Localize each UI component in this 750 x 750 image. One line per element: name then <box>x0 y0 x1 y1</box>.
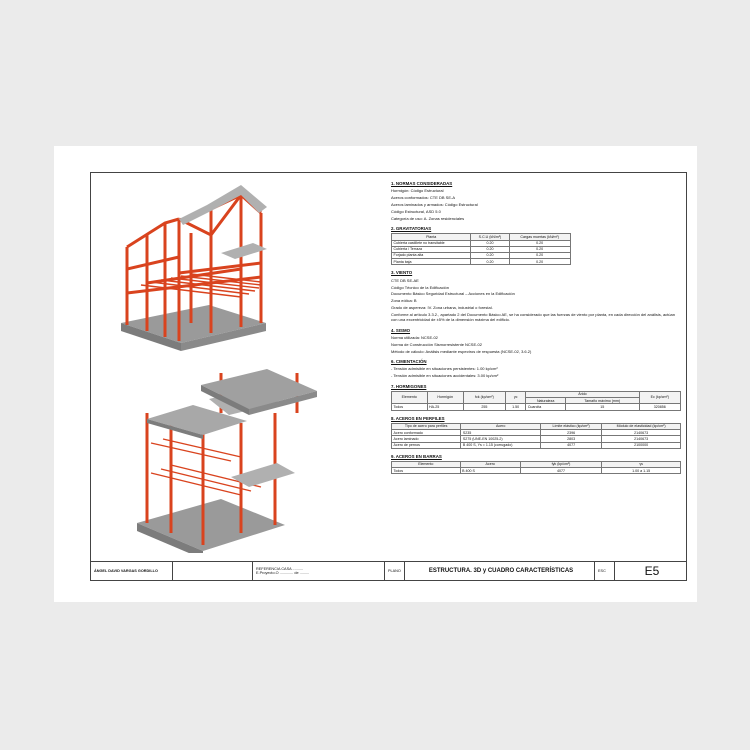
table-row: Acero laminado S275 (UNE-EN 10025-2) 2803 2140673 <box>392 436 681 442</box>
text-line: Aceros conformados: CTE DB SE-A <box>391 195 456 201</box>
column-group-header: Árido <box>526 391 639 397</box>
table-row: Cubierta castillete no transitable 0.20 0.20 <box>392 240 571 246</box>
steel-bars-table: Elemento Acero fyk (kp/cm²) γs Todos B 400 S 4077 1.00 a 1.15 <box>391 461 681 474</box>
section-title: 8. ACEROS EN PERFILES <box>391 415 445 421</box>
section-title: 3. VIENTO <box>391 270 413 276</box>
section-gravitatorias <box>391 226 681 265</box>
table-row: Todos HA-25 255 1.50 Cuarcita 15 320856 <box>392 404 681 410</box>
table-row: Acero conformado S235 2396 2140673 <box>392 430 681 436</box>
drawing-code: E5 <box>644 564 660 578</box>
reference-text: REFERENCIA CASA .......... <box>256 567 304 571</box>
section-aceros-perfiles <box>391 416 681 449</box>
section-sismo <box>391 328 681 354</box>
loads-table <box>391 233 571 265</box>
text-line: Conforme al artículo 3.3.2., apartado 2 del Documento Básico AE, se ha considerado que las fuerzas de viento por planta, en cada dirección del análisis, actúan con una excentricidad de ±5% de la dimensión máxima del edificio. <box>391 311 675 323</box>
column-header: Planta <box>392 234 471 240</box>
table-row: Todos B 400 S 4077 1.00 a 1.15 <box>392 468 681 474</box>
text-line: Documento Básico Seguridad Estructural – Acciones en la Edificación <box>391 291 515 297</box>
section-title: 6. CIMENTACIÓN <box>391 358 427 364</box>
text-line: Método de cálculo: Análisis mediante espectros de respuesta (NCSE-02, 3.6.2) <box>391 348 532 354</box>
characteristics-text <box>391 181 681 479</box>
reference-box <box>253 562 385 580</box>
section-title: 2. GRAVITATORIAS <box>391 226 432 231</box>
scale-label: ESC <box>595 562 615 580</box>
structure-3d-views <box>91 173 371 553</box>
text-line: Grado de aspereza: IV. Zona urbana, industrial o forestal. <box>391 304 493 310</box>
table-row: Acero de pernos B 400 S, Ys = 1.15 (corrugado) 4077 2100000 <box>392 442 681 448</box>
text-line: Norma utilizada: NCSE-02 <box>391 334 438 340</box>
text-line: Aceros laminados y armados: Código Estructural <box>391 202 478 207</box>
concrete-table: Elemento Hormigón fck (kp/cm²) γc Árido Ec (kp/cm²) Naturaleza Tamaño máximo (mm) Todos HA-25 255 1.50 Cuarcita 15 320856 <box>391 391 681 411</box>
table-row: Planta baja 0.20 0.20 <box>392 259 571 265</box>
text-line: - Tensión admisible en situaciones accidentales: 3.00 kp/cm² <box>391 373 499 379</box>
text-line: - Tensión admisible en situaciones persistentes: 1.00 kp/cm² <box>391 366 498 372</box>
section-hormigones <box>391 384 681 411</box>
section-title: 9. ACEROS EN BARRAS <box>391 453 442 459</box>
text-line: Código Estructural, ASD 5.0 <box>391 208 441 214</box>
text-line: Zona eólica: B <box>391 298 417 304</box>
plano-label: PLANO <box>385 562 405 580</box>
table-row: Forjado planta alta 0.20 0.20 <box>392 252 571 258</box>
section-normas <box>391 181 681 221</box>
section-title: 1. NORMAS CONSIDERADAS <box>391 181 453 186</box>
text-line: Hormigón: Código Estructural <box>391 188 444 194</box>
section-title: 4. SISMO <box>391 327 411 333</box>
section-title: 7. HORMIGONES <box>391 383 427 389</box>
scale-text: E.Proyecto.O ............. de ......... <box>256 571 310 575</box>
signature-box <box>173 562 253 580</box>
steel-profiles-table: Tipo de acero para perfiles Acero Límite elástico (kp/cm²) Módulo de elasticidad (kp/cm²) Acero conformado S235 2396 2140673 Acero laminado S275 (UNE-EN 10025-2) 2803 2140673 Acero de pernos B 400 S, Ys = 1.15 (corrugado) 4077 2100000 <box>391 423 681 449</box>
text-line: Código Técnico de la Edificación <box>391 284 449 290</box>
text-line: Norma de Construcción Sismorresistente NCSE-02 <box>391 341 482 347</box>
text-line: Categoría de uso: A. Zonas residenciales <box>391 215 465 221</box>
column-header: S.C.U (kN/m²) <box>471 234 509 240</box>
author-name: ÁNGEL DAVID VARGAS GORDILLO <box>91 562 173 580</box>
text-line: CTE DB SE-AE <box>391 277 419 283</box>
table-row: Cubierta / Terraza 0.20 0.20 <box>392 246 571 252</box>
drawing-frame <box>90 172 687 581</box>
section-viento <box>391 270 681 322</box>
section-aceros-barras <box>391 454 681 475</box>
plano-title: ESTRUCTURA. 3D y CUADRO CARACTERÍSTICAS <box>405 562 595 580</box>
structure-view-slabs <box>137 369 317 553</box>
section-cimentacion <box>391 359 681 379</box>
drawing-sheet <box>54 146 697 602</box>
column-header: Cargas muertas (kN/m²) <box>509 234 570 240</box>
structure-view-frame <box>121 185 267 351</box>
title-block <box>91 561 686 580</box>
